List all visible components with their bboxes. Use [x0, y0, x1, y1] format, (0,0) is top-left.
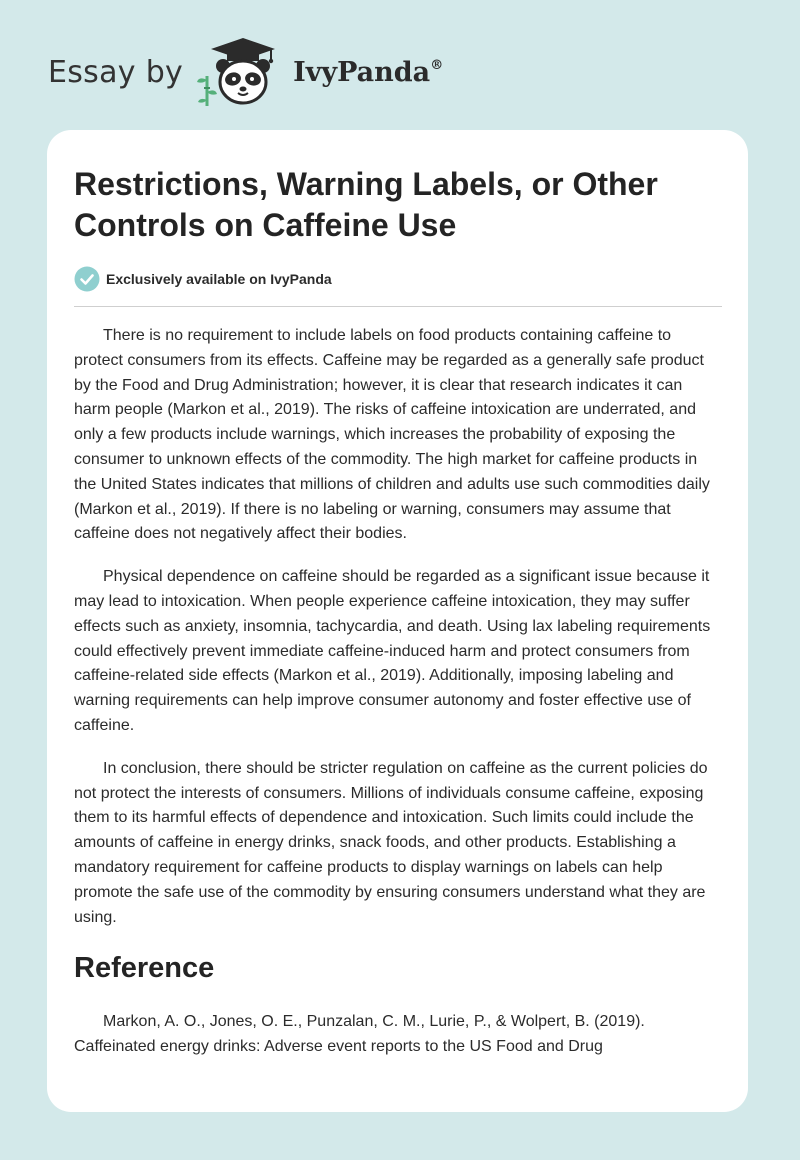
badge-label: Exclusively available on IvyPanda	[106, 271, 332, 287]
paragraph-1: There is no requirement to include labels on food products containing caffeine to protect consumers from its effects. Caffeine may be regarded as a generally safe product by the Food and Drug Administration; however, it is clear that research indicates it can harm people (Markon et al., 2019). The risks of caffeine intoxication are underrated, and only a few products include warnings, which increases the probability of exposing the consumer to unknown effects of the commodity. The high market for caffeine products in the United States indicates that millions of children and adults use such commodities daily (Markon et al., 2019). If there is no labeling or warning, consumers may assume that caffeine does not negatively affect their bodies.	[74, 327, 710, 543]
brand-name	[293, 57, 443, 88]
exclusive-badge	[74, 264, 722, 294]
registered-mark: ®	[430, 57, 444, 73]
reference-entry: Markon, A. O., Jones, O. E., Punzalan, C. M., Lurie, P., & Wolpert, B. (2019). Caffeinated energy drinks: Adverse event reports to the US Food and Drug	[74, 1013, 645, 1056]
panda-graduate-icon	[197, 36, 289, 108]
page-title: Restrictions, Warning Labels, or Other Controls on Caffeine Use	[74, 166, 658, 243]
reference-heading: Reference	[74, 952, 215, 985]
paragraph-2: Physical dependence on caffeine should be regarded as a significant issue because it may lead to intoxication. When people experience caffeine intoxication, they may suffer effects such as anxiety, insomnia, tachycardia, and death. Using lax labeling requirements could effectively prevent immediate caffeine-induced harm and protect consumers from caffeine-related side effects (Markon et al., 2019). Additionally, imposing labeling and warning requirements can help improve consumer autonomy and foster effective use of caffeine.	[74, 568, 711, 734]
essay-body	[74, 324, 722, 930]
checkmark-circle-icon	[74, 266, 100, 292]
brand-label: IvyPanda	[293, 56, 431, 88]
essay-card	[47, 130, 748, 1112]
site-header	[48, 36, 443, 108]
divider	[74, 306, 722, 307]
paragraph-3: In conclusion, there should be stricter regulation on caffeine as the current policies do not protect the interests of consumers. Millions of individuals consume caffeine, exposing them to its harmful effects of dependence and intoxication. Such limits could include the amounts of caffeine in energy drinks, snack foods, and other products. Establishing a mandatory requirement for caffeine products to display warnings on labels can help promote the safe use of the commodity by ensuring consumers understand what they are using.	[74, 759, 708, 926]
essay-by-label: Essay by	[48, 54, 184, 90]
